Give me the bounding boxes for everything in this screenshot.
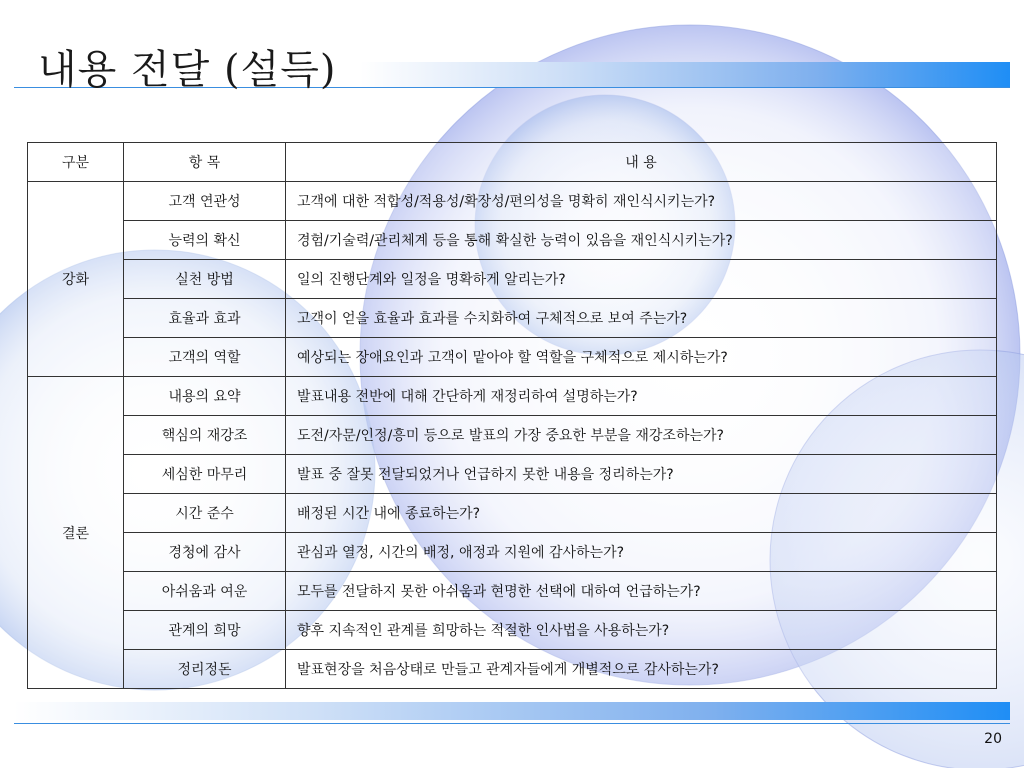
item-cell: 내용의 요약 bbox=[124, 377, 286, 416]
table-row bbox=[28, 377, 997, 416]
table-row bbox=[28, 182, 997, 221]
item-cell: 실천 방법 bbox=[124, 260, 286, 299]
item-cell: 관계의 희망 bbox=[124, 611, 286, 650]
table-row bbox=[28, 494, 997, 533]
content-cell: 발표내용 전반에 대해 간단하게 재정리하여 설명하는가? bbox=[286, 377, 997, 416]
item-cell: 핵심의 재강조 bbox=[124, 416, 286, 455]
evaluation-table bbox=[27, 142, 997, 689]
content-cell: 경험/기술력/관리체계 등을 통해 확실한 능력이 있음을 재인식시키는가? bbox=[286, 221, 997, 260]
header-item: 항 목 bbox=[124, 143, 286, 182]
content-cell: 도전/자문/인정/흥미 등으로 발표의 가장 중요한 부분을 재강조하는가? bbox=[286, 416, 997, 455]
table-row bbox=[28, 416, 997, 455]
table-row bbox=[28, 338, 997, 377]
content-cell: 고객이 얻을 효율과 효과를 수치화하여 구체적으로 보여 주는가? bbox=[286, 299, 997, 338]
content-cell: 일의 진행단계와 일정을 명확하게 알리는가? bbox=[286, 260, 997, 299]
item-cell: 시간 준수 bbox=[124, 494, 286, 533]
slide-title: 내용 전달 (설득) bbox=[38, 47, 337, 93]
table-row bbox=[28, 221, 997, 260]
item-cell: 고객의 역할 bbox=[124, 338, 286, 377]
item-cell: 정리정돈 bbox=[124, 650, 286, 689]
page-number: 20 bbox=[984, 731, 1002, 747]
table-row bbox=[28, 533, 997, 572]
content-cell: 배정된 시간 내에 종료하는가? bbox=[286, 494, 997, 533]
content-cell: 관심과 열정, 시간의 배정, 애정과 지원에 감사하는가? bbox=[286, 533, 997, 572]
item-cell: 세심한 마무리 bbox=[124, 455, 286, 494]
item-cell: 경청에 감사 bbox=[124, 533, 286, 572]
content-cell: 향후 지속적인 관계를 희망하는 적절한 인사법을 사용하는가? bbox=[286, 611, 997, 650]
table-row bbox=[28, 572, 997, 611]
title-gradient-bar bbox=[360, 62, 1010, 88]
table-row bbox=[28, 650, 997, 689]
header-category: 구분 bbox=[28, 143, 124, 182]
table-row bbox=[28, 299, 997, 338]
table-header-row bbox=[28, 143, 997, 182]
content-cell: 발표 중 잘못 전달되었거나 언급하지 못한 내용을 정리하는가? bbox=[286, 455, 997, 494]
content-cell: 예상되는 장애요인과 고객이 맡아야 할 역할을 구체적으로 제시하는가? bbox=[286, 338, 997, 377]
category-cell: 결론 bbox=[28, 377, 124, 689]
content-cell: 고객에 대한 적합성/적용성/확장성/편의성을 명확히 재인식시키는가? bbox=[286, 182, 997, 221]
item-cell: 능력의 확신 bbox=[124, 221, 286, 260]
item-cell: 효율과 효과 bbox=[124, 299, 286, 338]
item-cell: 아쉬움과 여운 bbox=[124, 572, 286, 611]
item-cell: 고객 연관성 bbox=[124, 182, 286, 221]
table-row bbox=[28, 611, 997, 650]
content-cell: 발표현장을 처음상태로 만들고 관계자들에게 개별적으로 감사하는가? bbox=[286, 650, 997, 689]
table-row bbox=[28, 260, 997, 299]
footer-gradient-bar bbox=[14, 702, 1010, 720]
header-content: 내 용 bbox=[286, 143, 997, 182]
content-cell: 모두를 전달하지 못한 아쉬움과 현명한 선택에 대하여 언급하는가? bbox=[286, 572, 997, 611]
footer-rule bbox=[14, 723, 1010, 724]
table-row bbox=[28, 455, 997, 494]
category-cell: 강화 bbox=[28, 182, 124, 377]
